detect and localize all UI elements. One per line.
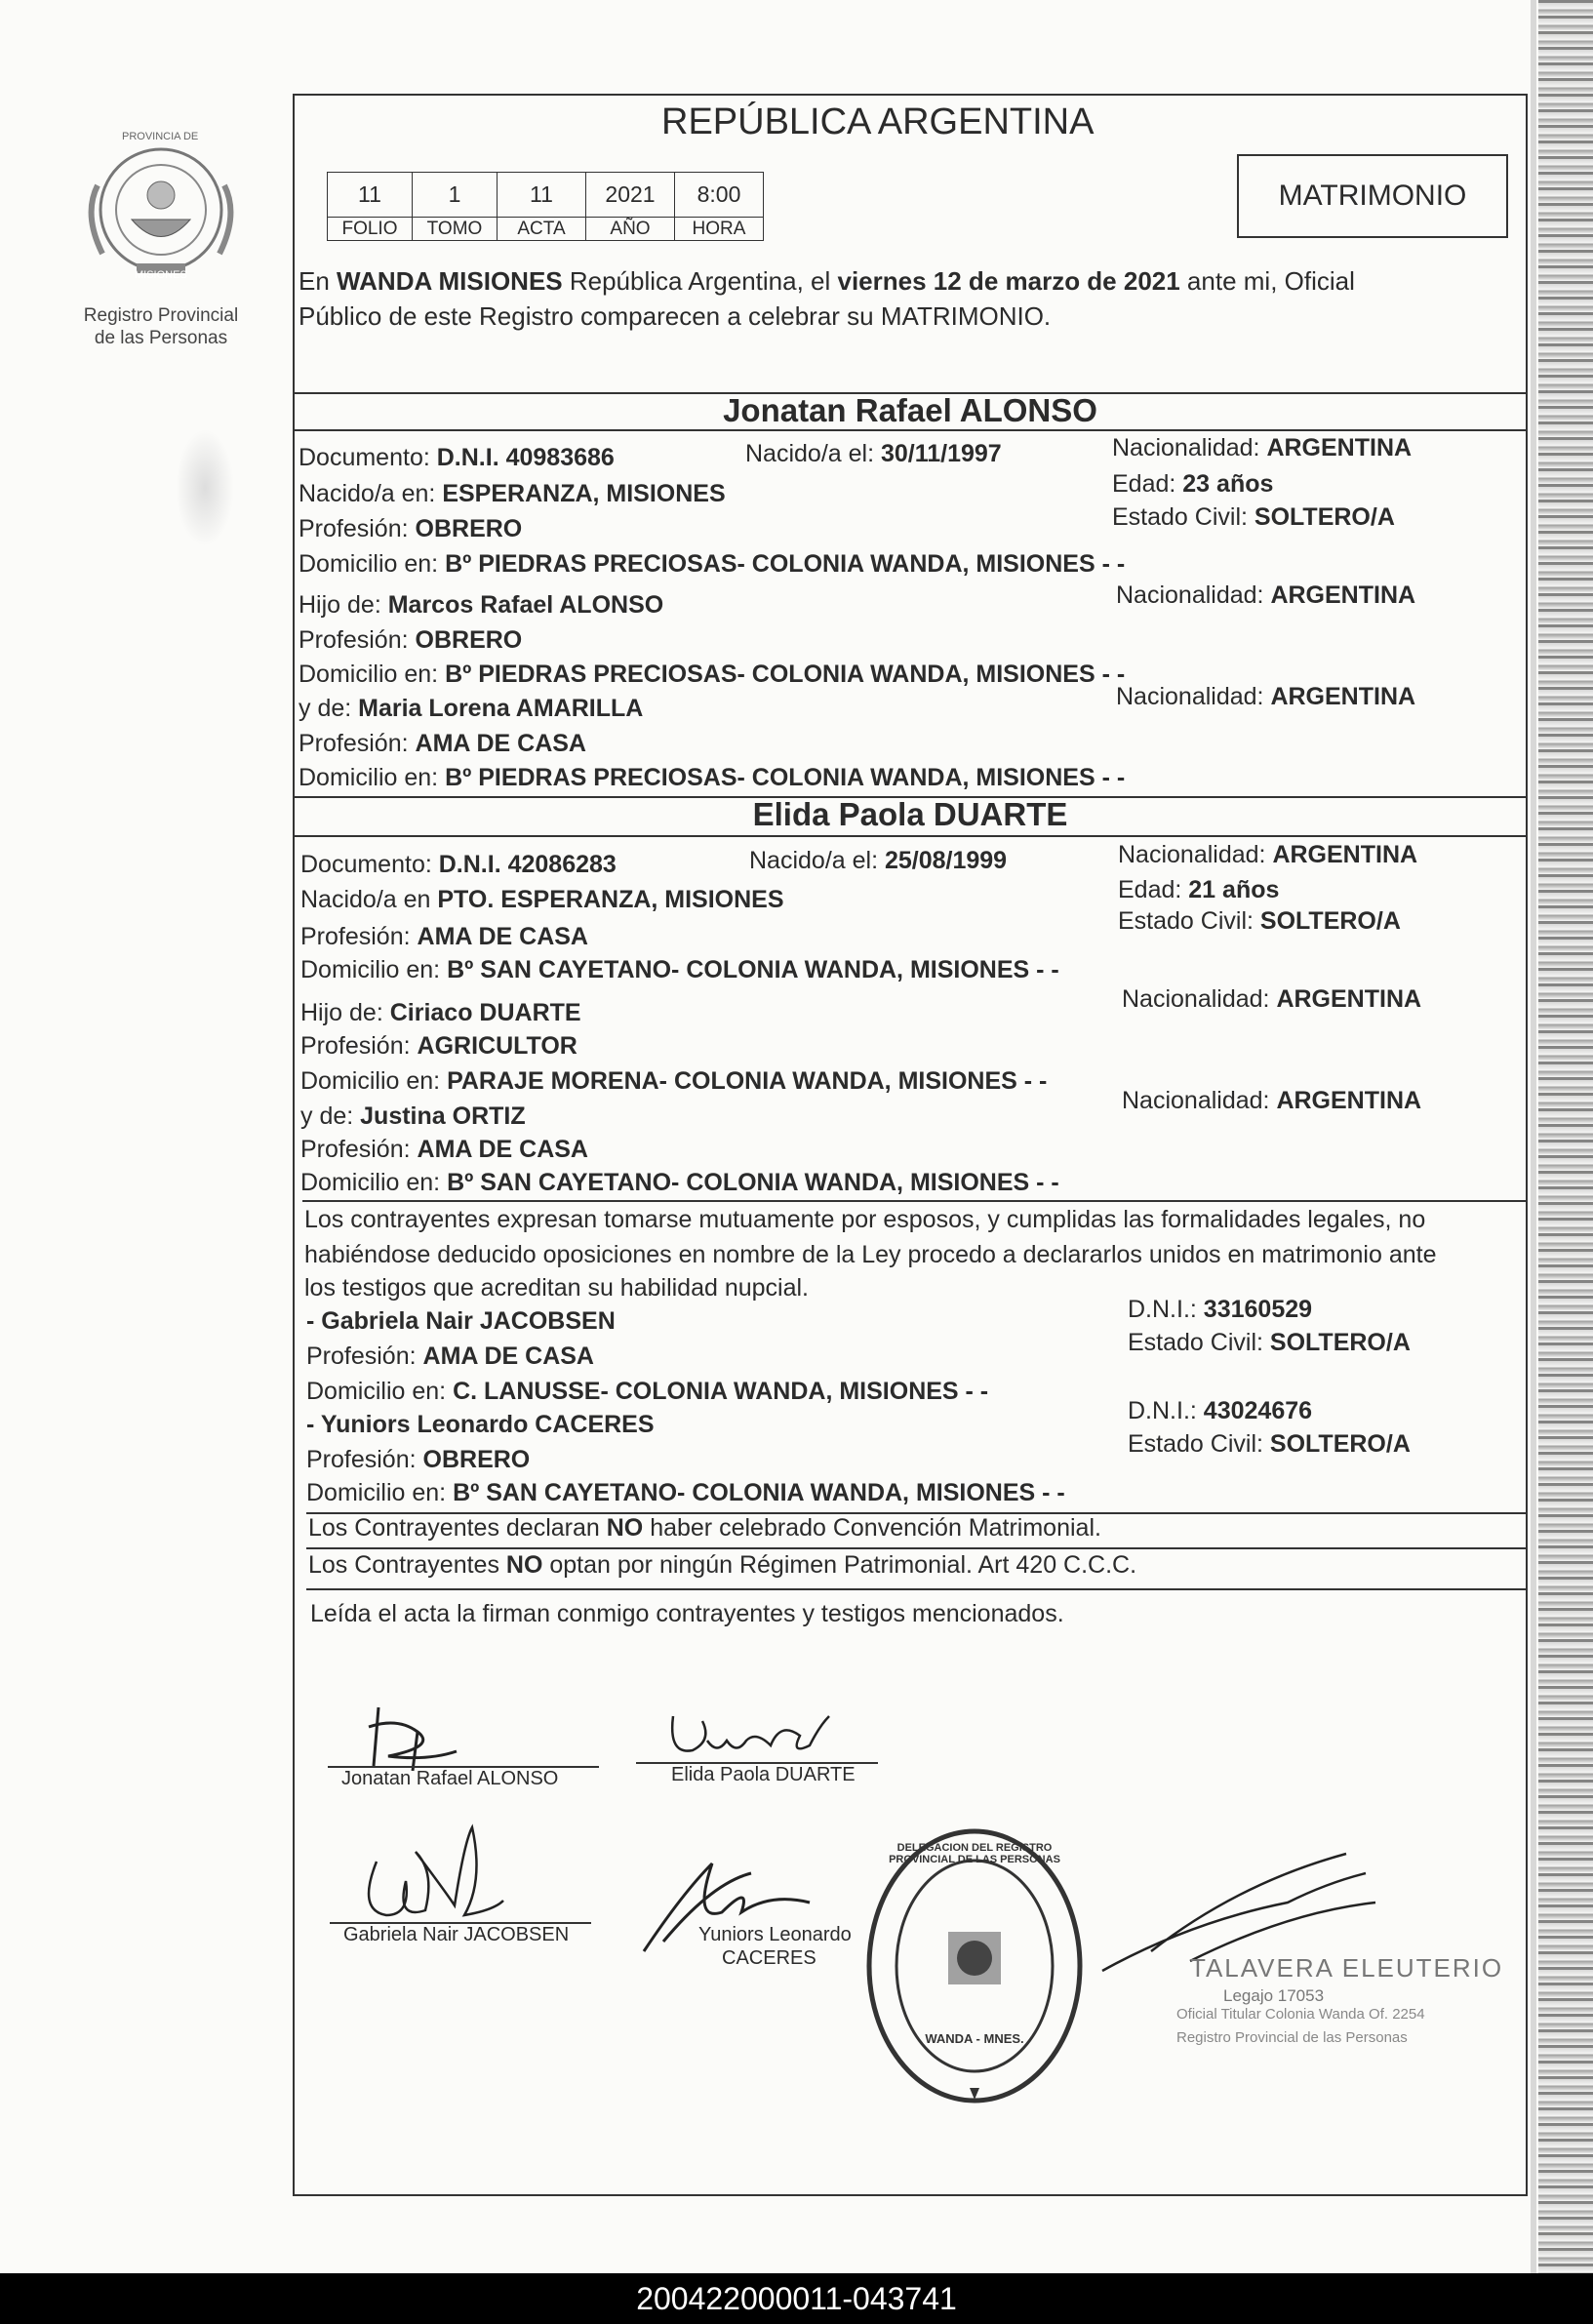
groom-age: Edad: 23 años (1112, 470, 1274, 498)
footer-code-bar (0, 2273, 1593, 2324)
bride-father: Hijo de: Ciriaco DUARTE (300, 999, 581, 1026)
official-registry: Registro Provincial de las Personas (1176, 2029, 1408, 2046)
groom-mother-address: Domicilio en: Bº PIEDRAS PRECIOSAS- COLONIA WANDA, MISIONES - - (299, 764, 1126, 791)
intro-date: viernes 12 de marzo de 2021 (837, 266, 1180, 296)
groom-birthplace: Nacido/a en: ESPERANZA, MISIONES (299, 480, 726, 507)
bride-mother-nationality: Nacionalidad: ARGENTINA (1122, 1087, 1422, 1114)
tomo-value: 1 (413, 173, 498, 218)
groom-signature (359, 1698, 476, 1776)
act-type: MATRIMONIO (1278, 180, 1467, 212)
groom-father-nationality: Nacionalidad: ARGENTINA (1116, 581, 1416, 609)
witness-2-name: - Yuniors Leonardo CACERES (306, 1411, 655, 1438)
stamp-ring-text: DELEGACION DEL REGISTRO PROVINCIAL DE LAS PERSONAS (889, 1842, 1060, 1865)
bride-nationality: Nacionalidad: ARGENTINA (1118, 841, 1418, 868)
groom-document: Documento: D.N.I. 40983686 (299, 444, 615, 471)
registry-label: de las Personas (94, 328, 228, 348)
convention-line: Los Contrayentes declaran NO haber celebrado Convención Matrimonial. (308, 1514, 1101, 1542)
closing-statement: Leída el acta la firman conmigo contrayentes y testigos mencionados. (310, 1600, 1064, 1627)
provincial-seal (78, 127, 244, 293)
bride-father-nationality: Nacionalidad: ARGENTINA (1122, 985, 1422, 1013)
bride-mother-address: Domicilio en: Bº SAN CAYETANO- COLONIA WANDA, MISIONES - - (300, 1169, 1059, 1196)
groom-father-profession: Profesión: OBRERO (299, 626, 523, 654)
bride-birthdate: Nacido/a el: 25/08/1999 (749, 847, 1008, 874)
declaration-line-2: habiéndose deducido oposiciones en nombre de la Ley procedo a declararlos unidos en matrimonio ante (304, 1241, 1437, 1268)
witness-2-dni: D.N.I.: 43024676 (1128, 1397, 1313, 1424)
witness-2-civil-status: Estado Civil: SOLTERO/A (1128, 1430, 1411, 1458)
country-title: REPÚBLICA ARGENTINA (661, 101, 1095, 142)
witness-2-profession: Profesión: OBRERO (306, 1446, 531, 1473)
bride-document: Documento: D.N.I. 42086283 (300, 851, 617, 878)
groom-nationality: Nacionalidad: ARGENTINA (1112, 434, 1413, 461)
witness-1-profession: Profesión: AMA DE CASA (306, 1342, 594, 1370)
patrimonial-regime-line: Los Contrayentes NO optan por ningún Régimen Patrimonial. Art 420 C.C.C. (308, 1551, 1137, 1579)
official-round-stamp (862, 1824, 1087, 2107)
scan-edge-artifact (1531, 0, 1536, 2273)
witness-1-signature (357, 1823, 513, 1930)
intro-place: WANDA MISIONES (337, 266, 563, 296)
footer-code: 200422000011-043741 (636, 2281, 957, 2316)
groom-birthdate: Nacido/a el: 30/11/1997 (745, 440, 1002, 467)
groom-signature-caption: Jonatan Rafael ALONSO (341, 1768, 559, 1789)
seal-bottom-text: MISIONES (135, 269, 187, 281)
bride-profession: Profesión: AMA DE CASA (300, 923, 588, 950)
anio-value: 2021 (586, 173, 675, 218)
hora-label: HORA (675, 218, 764, 241)
groom-father: Hijo de: Marcos Rafael ALONSO (299, 591, 664, 619)
witness-1-address: Domicilio en: C. LANUSSE- COLONIA WANDA, MISIONES - - (306, 1378, 989, 1405)
bride-civil-status: Estado Civil: SOLTERO/A (1118, 907, 1401, 935)
record-table (327, 172, 764, 241)
witness-1-name: - Gabriela Nair JACOBSEN (306, 1307, 616, 1335)
groom-profession: Profesión: OBRERO (299, 515, 523, 542)
witness-1-dni: D.N.I.: 33160529 (1128, 1296, 1313, 1323)
folio-label: FOLIO (328, 218, 413, 241)
witness-2-address: Domicilio en: Bº SAN CAYETANO- COLONIA WANDA, MISIONES - - (306, 1479, 1065, 1506)
intro-line-1: En WANDA MISIONES República Argentina, el viernes 12 de marzo de 2021 ante mi, Oficial (299, 266, 1355, 296)
acta-label: ACTA (498, 218, 586, 241)
act-type-box (1237, 154, 1508, 238)
groom-name-heading: Jonatan Rafael ALONSO (723, 392, 1097, 428)
hora-value: 8:00 (675, 173, 764, 218)
stamp-center-text: WANDA - MNES. (925, 2031, 1024, 2046)
witness-2-signature-caption-2: CACERES (722, 1947, 816, 1969)
bride-address: Domicilio en: Bº SAN CAYETANO- COLONIA WANDA, MISIONES - - (300, 956, 1059, 983)
scan-edge-artifact (1538, 0, 1593, 2273)
groom-mother-nationality: Nacionalidad: ARGENTINA (1116, 683, 1416, 710)
declaration-line-3: los testigos que acreditan su habilidad nupcial. (304, 1274, 810, 1302)
witness-1-signature-caption: Gabriela Nair JACOBSEN (343, 1924, 570, 1945)
groom-mother-profession: Profesión: AMA DE CASA (299, 730, 586, 757)
official-role: Oficial Titular Colonia Wanda Of. 2254 (1176, 2006, 1425, 2023)
tomo-label: TOMO (413, 218, 498, 241)
bride-birthplace: Nacido/a en PTO. ESPERANZA, MISIONES (300, 886, 784, 913)
intro-line-2: Público de este Registro comparecen a celebrar su MATRIMONIO. (299, 301, 1052, 331)
groom-address: Domicilio en: Bº PIEDRAS PRECIOSAS- COLONIA WANDA, MISIONES - - (299, 550, 1126, 578)
registry-label: Registro Provincial (83, 305, 239, 326)
anio-label: AÑO (586, 218, 675, 241)
bride-father-address: Domicilio en: PARAJE MORENA- COLONIA WANDA, MISIONES - - (300, 1067, 1048, 1095)
bride-signature (663, 1702, 839, 1760)
acta-value: 11 (498, 173, 586, 218)
groom-father-address: Domicilio en: Bº PIEDRAS PRECIOSAS- COLONIA WANDA, MISIONES - - (299, 661, 1126, 688)
folio-value: 11 (328, 173, 413, 218)
official-name: TALAVERA ELEUTERIO (1190, 1953, 1504, 1983)
smudge (176, 429, 234, 546)
groom-mother: y de: Maria Lorena AMARILLA (299, 695, 644, 722)
bride-signature-caption: Elida Paola DUARTE (671, 1764, 856, 1785)
bride-father-profession: Profesión: AGRICULTOR (300, 1032, 577, 1060)
witness-2-signature-caption-1: Yuniors Leonardo (698, 1924, 852, 1945)
bride-name-heading: Elida Paola DUARTE (752, 796, 1068, 832)
bride-mother-profession: Profesión: AMA DE CASA (300, 1136, 588, 1163)
bride-age: Edad: 21 años (1118, 876, 1280, 903)
bride-mother: y de: Justina ORTIZ (300, 1102, 526, 1130)
declaration-line-1: Los contrayentes expresan tomarse mutuamente por esposos, y cumplidas las formalidades legales, no (304, 1206, 1426, 1233)
groom-civil-status: Estado Civil: SOLTERO/A (1112, 503, 1395, 531)
seal-top-text: PROVINCIA DE (122, 131, 199, 142)
official-legajo: Legajo 17053 (1223, 1986, 1325, 2005)
witness-1-civil-status: Estado Civil: SOLTERO/A (1128, 1329, 1411, 1356)
